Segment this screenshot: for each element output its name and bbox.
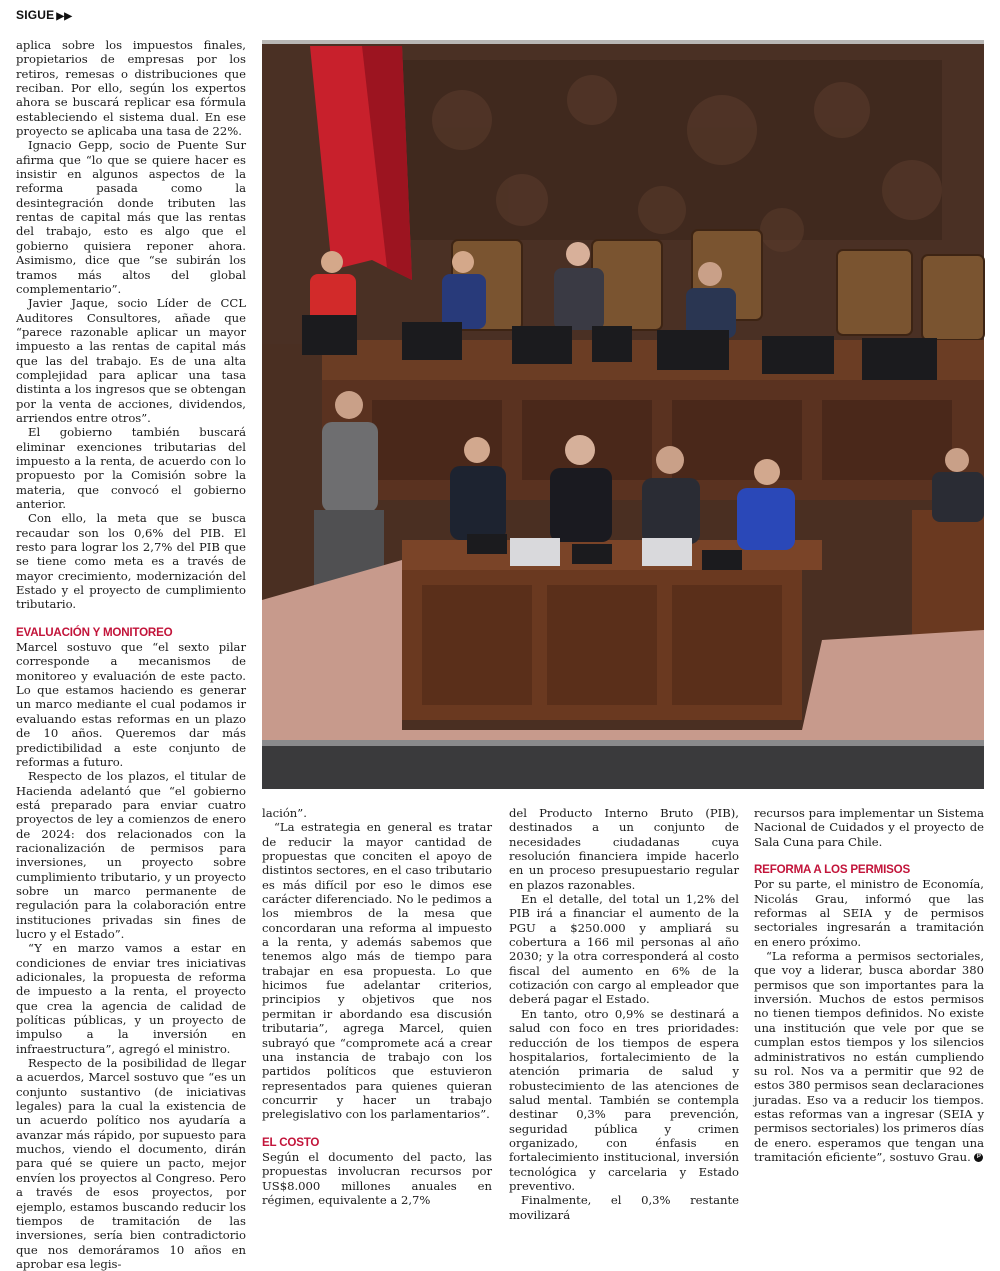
paragraph: Finalmente, el 0,3% restante movilizará [509,1193,739,1222]
article-column-3 [509,806,739,1222]
senate-photo [262,40,984,789]
paragraph-final [754,949,984,1164]
paragraph-final-text: “La reforma a permisos sectoriales, que voy a liderar, busca abordar 380 permisos que son importantes para la inversión. Muchos de estos permisos no tienen tiempos definidos. No existe una institución que vele por que se cumplan estos tiempos y los silencios administrativos no están cumpliendo su rol. Nos va a permitir que 92 de estos 380 permisos sean declaraciones juradas. Eso va a reducir los tiempos. estas reformas van a ingresar (SEIA y permisos sectoriales) los primeros días de enero. esperamos que tengan una tramitación eficiente”, sostuvo Grau. [754,949,984,1164]
paragraph: El gobierno también buscará eliminar exenciones tributarias del impuesto a la renta, de acuerdo con lo propuesto por la Comisión sobre la materia, que convocó el gobierno anterior. [16,425,246,511]
paragraph: En tanto, otro 0,9% se destinará a salud con foco en tres prioridades: reducción de los tiempos de espera hospitalarios, fortalecimiento de la atención primaria de salud y robustecimiento de las atenciones de salud mental. También se contempla destinar 0,3% para prevención, seguridad pública y crimen organizado, con énfasis en fortalecimiento institucional, inversión tecnológica y carcelaria y Estado preventivo. [509,1006,739,1193]
paragraph: del Producto Interno Bruto (PIB), destinados a un conjunto de necesidades ciudadanas cuya resolución financiera impide hacerlo en un proceso presupuestario regular en plazos razonables. [509,806,739,892]
paragraph: Por su parte, el ministro de Economía, Nicolás Grau, informó que las reformas al SEIA y de permisos sectoriales ingresarán a tramitación en enero próximo. [754,877,984,949]
paragraph: lación”. [262,806,307,820]
sigue-text: SIGUE [16,8,55,22]
paragraph: En el detalle, del total un 1,2% del PIB irá a financiar el aumento de la PGU a $250.000 y ampliará su cobertura a 166 mil personas al año 2030; y la otra corresponderá al costo fiscal del aumento en 6% de la cotización con cargo al empleador que deberá pagar el Estado. [509,892,739,1007]
paragraph: recursos para implementar un Sistema Nacional de Cuidados y el proyecto de Sala Cuna para Chile. [754,806,984,849]
article-column-1 [16,38,246,1271]
paragraph: “La estrategia en general es tratar de reducir la mayor cantidad de propuestas que conciten el apoyo de distintos sectores, en el caso tributario es más difícil por eso le dimos ese carácter diferenciado. No le pedimos a los miembros de la mesa que concordaran una reforma al impuesto a la renta, y además sabemos que tenemos algo más de tiempo para trabajar en esa propuesta. Lo que hicimos fue adelantar criterios, principios y objetivos que nos permitan ir abordando esa discusión tributaria”, agrega Marcel, quien subrayó que “compromete acá a crear una instancia de trabajo con los partidos políticos que estuvieron representados para quienes quieran concurrir y hacer un trabajo prelegislativo con los parlamentarios”. [262,820,492,1122]
article-column-2 [262,806,492,1207]
section-heading-evaluacion: EVALUACIÓN Y MONITOREO [16,625,173,639]
paragraph: Ignacio Gepp, socio de Puente Sur afirma que “lo que se quiere hacer es insistir en algunos aspectos de la reforma pasada como la desintegración donde tributen las rentas de capital más que las rentas del trabajo, esto es algo que el gobierno quisiera reponer ahora. Asimismo, dice que “se subirán los tramos más altos del global complementario”. [16,138,246,296]
sigue-arrows-icon: ▶▶ [56,11,73,22]
paragraph: “Y en marzo vamos a estar en condiciones de enviar tres iniciativas adicionales, la propuesta de reforma de impuesto a la renta, el proyecto que crea la agencia de calidad de políticas públicas, y un proyecto de impulso a la inversión en infraestructura”, agregó el ministro. [16,941,246,1056]
photo-illustration [262,40,984,789]
paragraph: Marcel sostuvo que “el sexto pilar corresponde a mecanismos de monitoreo y evaluación de este pacto. Lo que estamos haciendo es generar un marco mediante el cual podamos ir evaluando estas reformas en un plazo de 10 años. Queremos dar más predictibilidad a este conjunto de reformas a futuro. [16,640,246,769]
paragraph: Respecto de la posibilidad de llegar a acuerdos, Marcel sostuvo que “es un conjunto sustantivo (de iniciativas legales) para la cual la existencia de un acuerdo político nos ayudaría a avanzar más rápido, por supuesto para muchos, viendo el documento, dirán para qué se quiere un pacto, mejor envíen los proyectos al Congreso. Pero a través de esos proyectos, por ejemplo, estamos buscando reducir los tiempos de tramitación de las inversiones, sería bien contradictorio que nos demoráramos 10 años en aprobar esa legis- [16,1056,246,1271]
paragraph: Según el documento del pacto, las propuestas involucran recursos por US$8.000 millones anuales en régimen, equivalente a 2,7% [262,1149,492,1207]
paragraph: aplica sobre los impuestos finales, propietarios de empresas por los retiros, remesas o distribuciones que reciban. Por ello, según los expertos ahora se buscará replicar esa fórmula estableciendo el sistema dual. En ese proyecto se aplicaba una tasa de 22%. [16,38,246,139]
section-heading-permisos: REFORMA A LOS PERMISOS [754,863,910,877]
paragraph: Javier Jaque, socio Líder de CCL Auditores Consultores, añade que “parece razonable aplicar un mayor impuesto a las rentas de capital más que las del trabajo. Es de una alta complejidad para aplicar una tasa distinta a los ingresos que se obtengan por la venta de acciones, dividendos, arriendos entre otros”. [16,296,246,425]
sigue-label [16,8,72,22]
paragraph: Respecto de los plazos, el titular de Hacienda adelantó que “el gobierno está preparado para enviar cuatro proyectos de ley a comienzos de enero de 2024: dos relacionados con la racionalización de permisos para inversiones, un proyecto sobre cumplimiento tributario, y un proyecto sobre un marco permanente de regulación para la colaboración entre instituciones privadas sin fines de lucro y el Estado”. [16,769,246,941]
end-mark-icon: P [974,1153,983,1162]
paragraph: Con ello, la meta que se busca recaudar son los 0,6% del PIB. El resto para lograr los 2,7% del PIB que se tiene como meta es a través de mayor crecimiento, modernización del Estado y el proyecto de cumplimiento tributario. [16,511,246,612]
article-column-4 [754,806,984,1164]
section-heading-costo: EL COSTO [262,1135,320,1149]
